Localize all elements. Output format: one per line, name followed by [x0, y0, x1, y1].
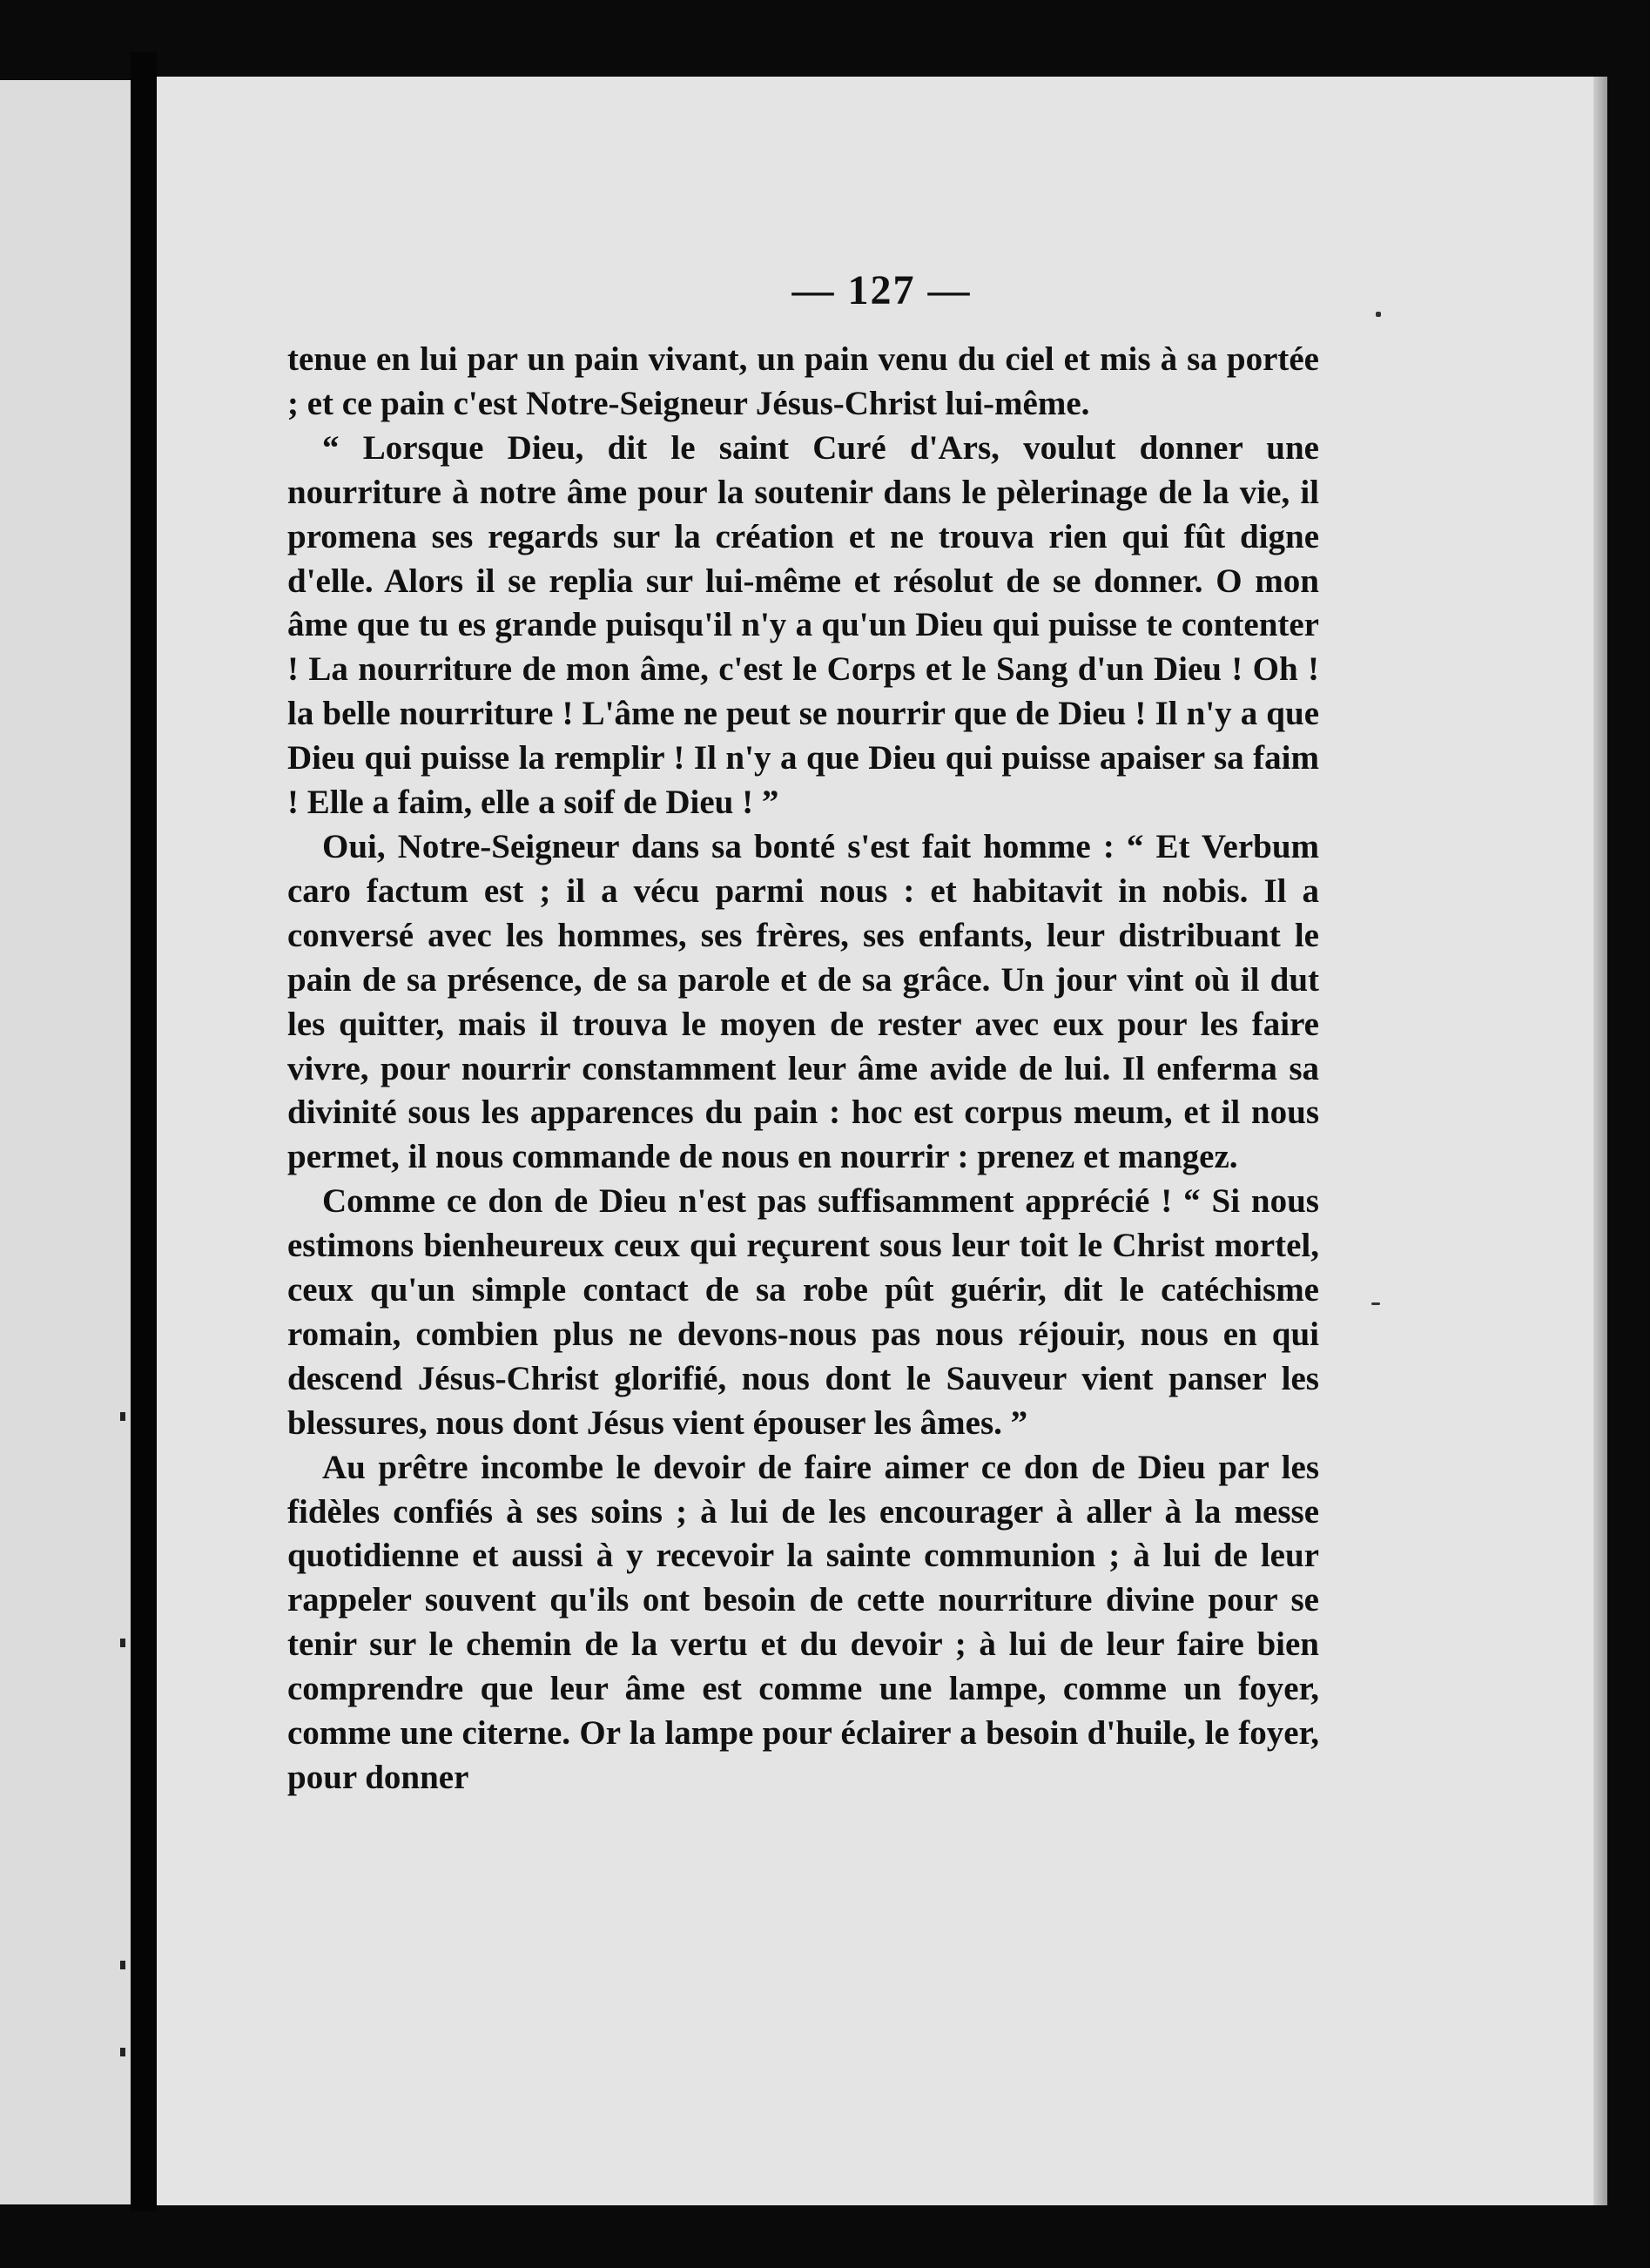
book-page — [157, 77, 1606, 2205]
body-text — [287, 338, 1319, 1800]
page-number: — 127 — — [791, 267, 972, 313]
facing-page-mark — [120, 1961, 125, 1969]
paragraph-1: tenue en lui par un pain vivant, un pain venu du ciel et mis à sa portée ; et ce pain c'est Notre-Seigneur Jésus-Christ lui-même. — [287, 340, 1319, 422]
paragraph-5: Au prêtre incombe le devoir de faire aimer ce don de Dieu par les fidèles confiés à ses soins ; à lui de les encourager à aller à la messe quotidienne et aussi à y recevoir la sainte communion ; à lui de leur rappeler souvent qu'ils ont besoin de cette nourriture divine pour se tenir sur le chemin de la vertu et du devoir ; à lui de leur faire bien comprendre que leur âme est comme une lampe, comme un foyer, comme une citerne. Or la lampe pour éclairer a besoin d'huile, le foyer, pour donner — [287, 1448, 1319, 1796]
paper-speck — [1371, 1302, 1380, 1305]
page-right-edge — [1593, 77, 1607, 2205]
facing-page-mark — [120, 2048, 125, 2056]
facing-page-mark — [120, 1412, 125, 1421]
paragraph-2: “ Lorsque Dieu, dit le saint Curé d'Ars, voulut donner une nourriture à notre âme pour la soutenir dans le pèlerinage de la vie, il promena ses regards sur la création et ne trouva rien qui fût digne d'elle. Alors il se replia sur lui-même et résolut de se donner. O mon âme que tu es grande puisqu'il n'y a qu'un Dieu qui puisse te contenter ! La nourriture de mon âme, c'est le Corps et le Sang d'un Dieu ! Oh ! la belle nourriture ! L'âme ne peut se nourrir que de Dieu ! Il n'y a que Dieu qui puisse la remplir ! Il n'y a que Dieu qui puisse apaiser sa faim ! Elle a faim, elle a soif de Dieu ! ” — [287, 428, 1319, 822]
paper-speck — [1376, 312, 1381, 317]
book-gutter — [131, 52, 157, 2211]
paragraph-4: Comme ce don de Dieu n'est pas suffisamment apprécié ! “ Si nous estimons bienheureux ceux qui reçurent sous leur toit le Christ mortel, ceux qu'un simple contact de sa robe pût guérir, dit le catéchisme romain, combien plus ne devons-nous pas nous réjouir, nous en qui descend Jésus-Christ glorifié, nous dont le Sauveur vient panser les blessures, nous dont Jésus vient épouser les âmes. ” — [287, 1182, 1319, 1442]
facing-page-edge — [0, 80, 131, 2204]
facing-page-mark — [120, 1639, 125, 1647]
paragraph-3: Oui, Notre-Seigneur dans sa bonté s'est fait homme : “ Et Verbum caro factum est ; il a vécu parmi nous : et habitavit in nobis. Il a conversé avec les hommes, ses frères, ses enfants, leur distribuant le pain de sa présence, de sa parole et de sa grâce. Un jour vint où il dut les quitter, mais il trouva le moyen de rester avec eux pour les faire vivre, pour nourrir constamment leur âme avide de lui. Il enferma sa divinité sous les apparences du pain : hoc est corpus meum, et il nous permet, il nous commande de nous en nourrir : prenez et mangez. — [287, 827, 1319, 1176]
